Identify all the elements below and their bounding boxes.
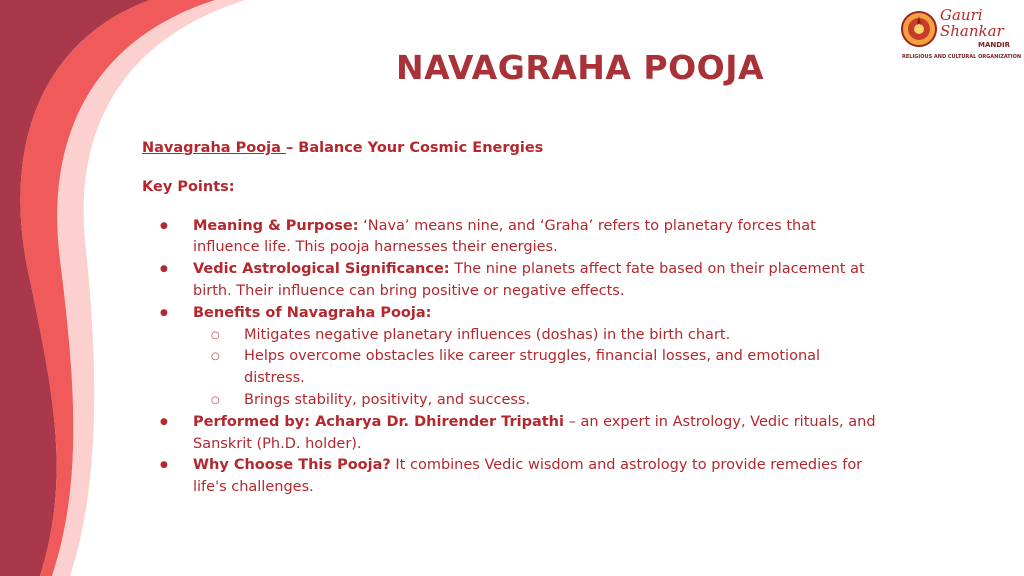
subtitle-link[interactable]: Navagraha Pooja [142, 140, 286, 156]
key-points-list [142, 216, 882, 499]
list-item [142, 303, 882, 412]
point-label: Performed by: Acharya Dr. Dhirender Tripathi [193, 413, 564, 430]
point-text: ‘Nava’ means nine, and ‘Graha’ refers to planetary forces that influence life. This pooja harnesses their energies. [193, 217, 816, 256]
benefits-list [193, 325, 882, 412]
point-label: Vedic Astrological Significance: [193, 261, 450, 278]
key-points-label: Key Points: [142, 178, 235, 195]
subtitle [142, 138, 882, 160]
logo-tagline: RELIGIOUS AND CULTURAL ORGANIZATION [902, 54, 1022, 60]
list-item [142, 259, 882, 303]
subtitle-rest: – Balance Your Cosmic Energies [285, 140, 544, 156]
point-text: It combines Vedic wisdom and astrology to provide remedies for life's challenges. [193, 457, 863, 496]
logo-line-1: Gauri [940, 6, 983, 24]
point-label: Benefits of Navagraha Pooja: [193, 304, 432, 321]
list-item [142, 216, 882, 260]
list-item: ○ Brings stability, positivity, and success. [193, 390, 882, 412]
page-title: NAVAGRAHA POOJA [395, 48, 765, 87]
point-text: – an expert in Astrology, Vedic rituals, and Sanskrit (Ph.D. holder). [193, 413, 876, 452]
point-text: The nine planets affect fate based on their placement at birth. Their influence can bring positive or negative effects. [193, 261, 865, 299]
logo-line-2: Shankar [940, 22, 1004, 40]
logo [900, 6, 1022, 66]
point-label: Meaning & Purpose: [193, 217, 359, 234]
list-item [142, 412, 882, 456]
list-item: ○ Mitigates negative planetary influences (doshas) in the birth chart. [193, 325, 882, 347]
logo-line-3: MANDIR [978, 41, 1011, 49]
mandala-icon [900, 10, 938, 48]
point-label: Why Choose This Pooja? [193, 457, 391, 474]
list-item [142, 455, 882, 499]
content [142, 138, 882, 499]
list-item: ○ Helps overcome obstacles like career struggles, financial losses, and emotional distress. [193, 346, 882, 390]
